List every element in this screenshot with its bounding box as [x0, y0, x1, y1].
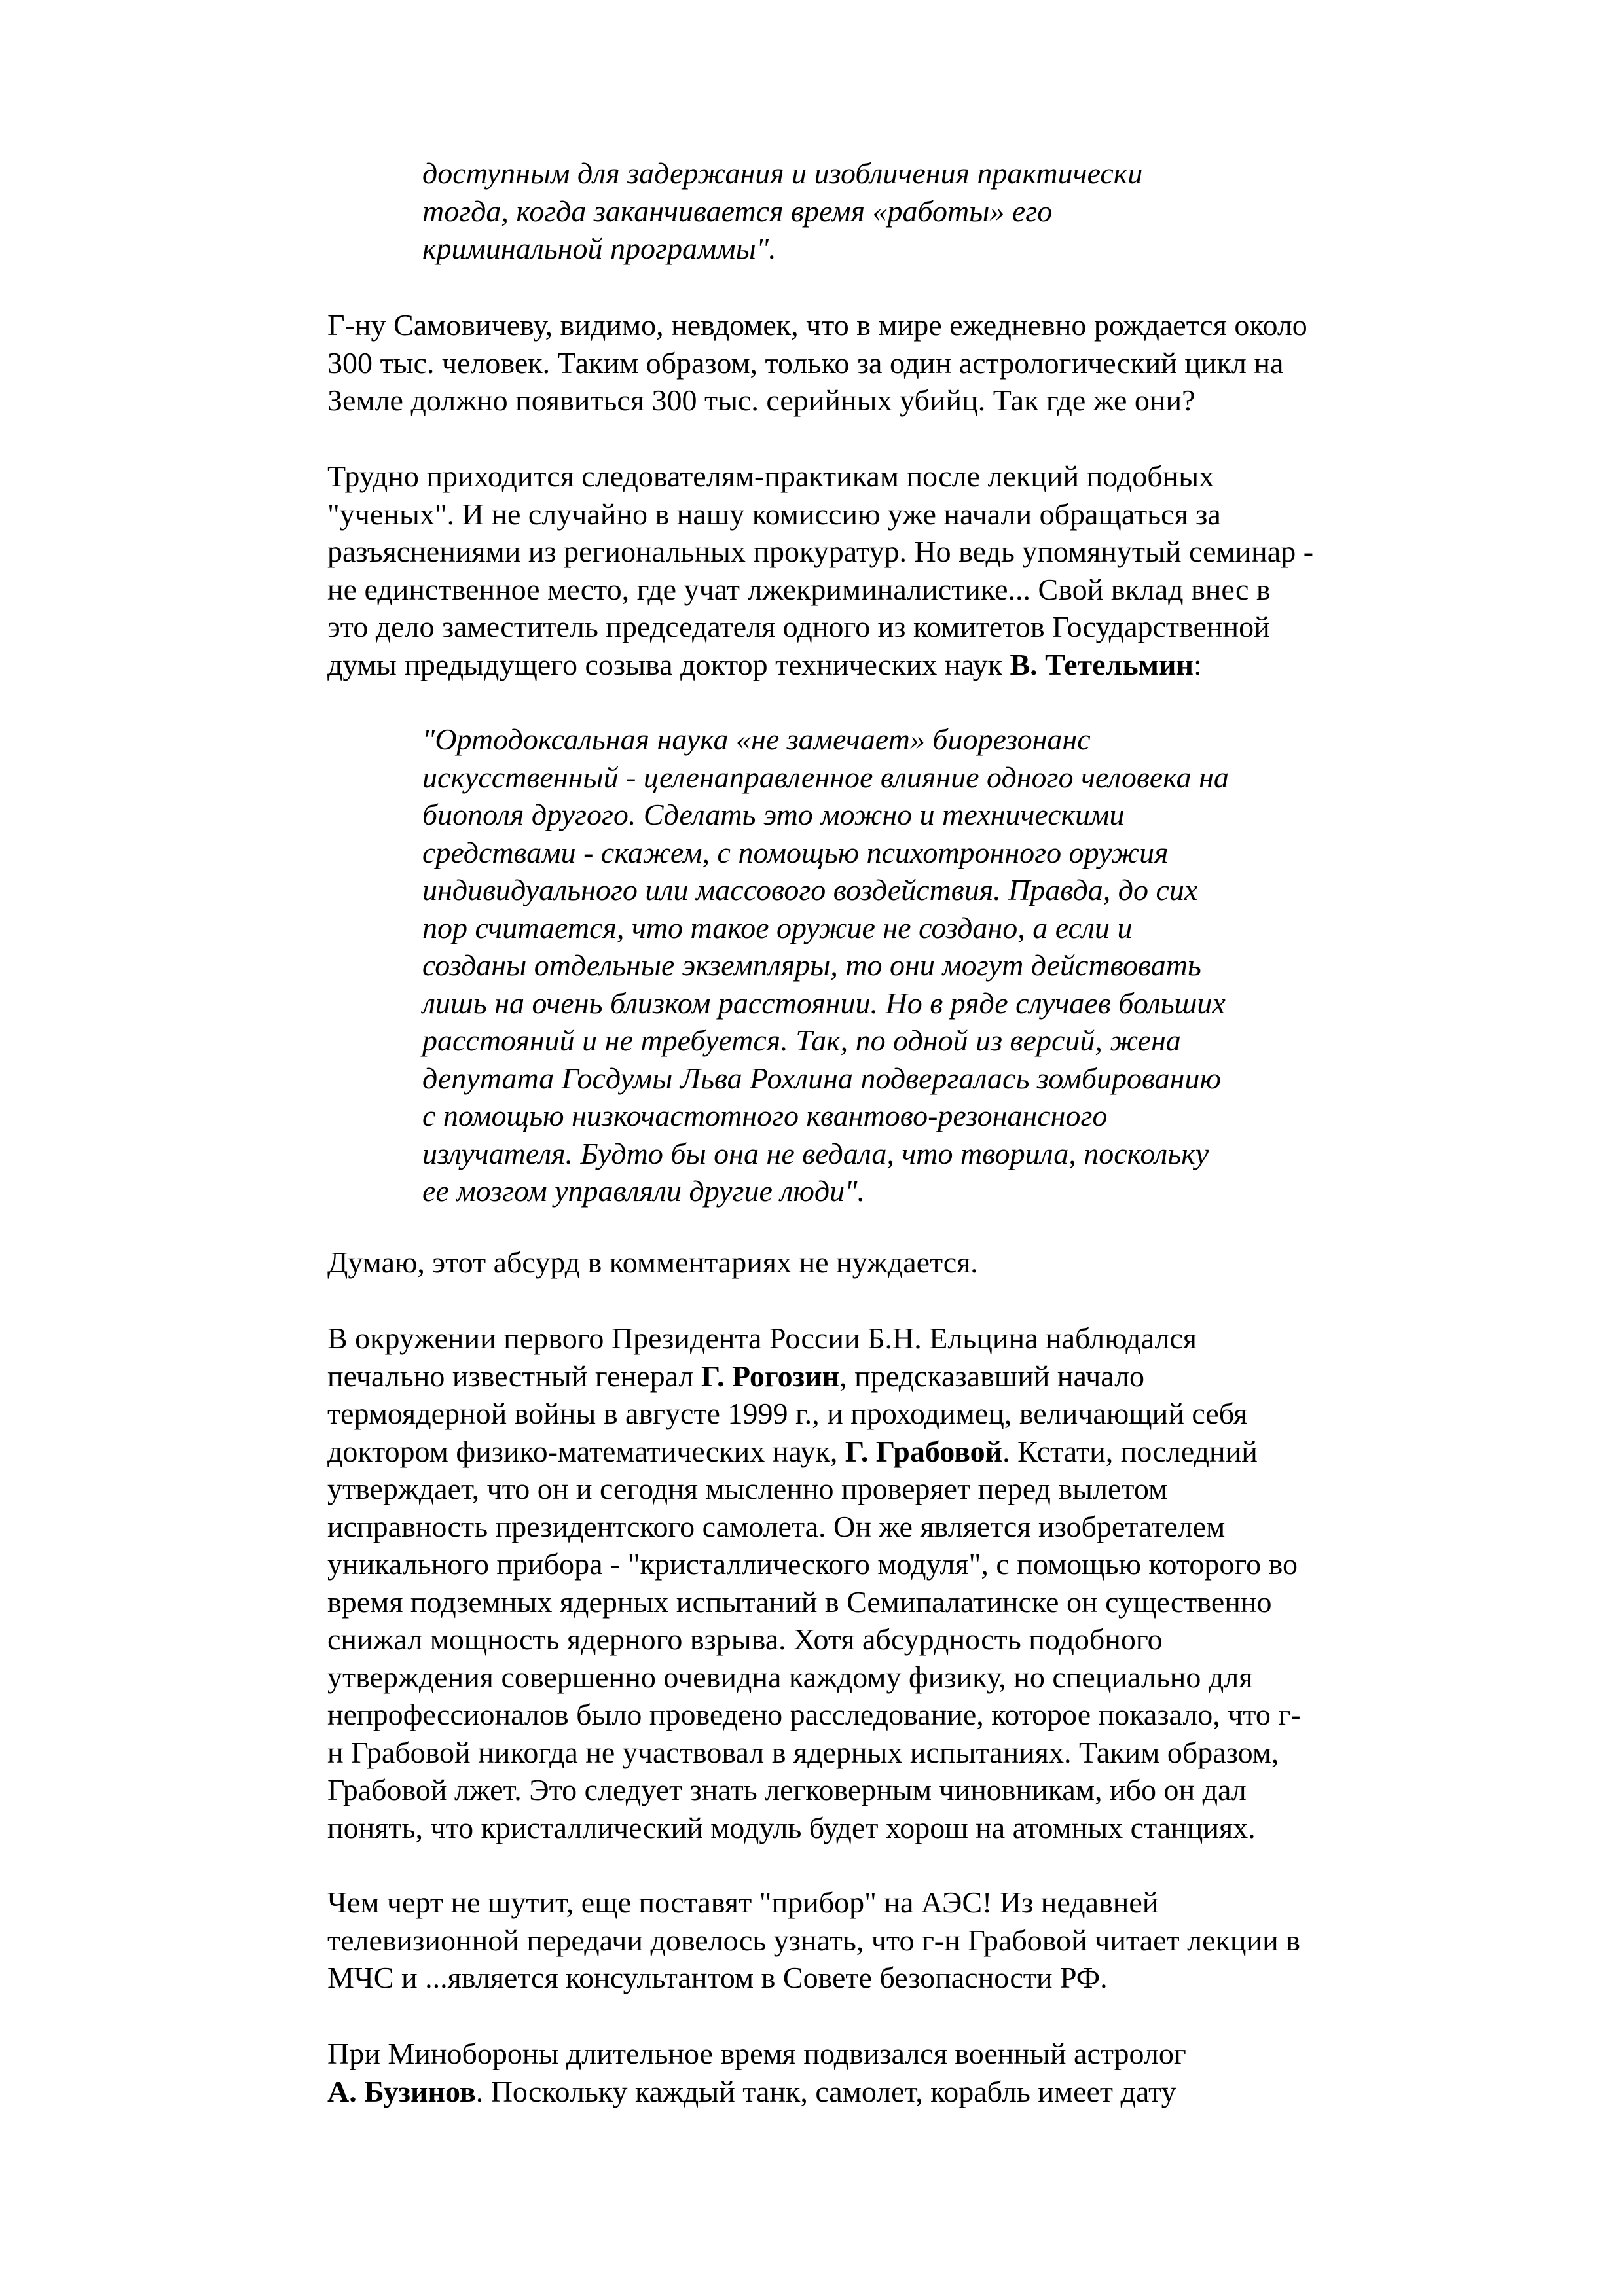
quote-line: биополя другого. Сделать это можно и техническими	[422, 798, 1125, 831]
text-fragment: думы предыдущего созыва доктор технических наук	[327, 647, 1010, 681]
quote-line: созданы отдельные экземпляры, то они могут действовать	[422, 948, 1201, 982]
text-line: Земле должно появиться 300 тыс. серийных убийц. Так где же они?	[327, 384, 1195, 417]
text-line: "ученых". И не случайно в нашу комиссию уже начали обращаться за	[327, 497, 1221, 531]
quote-line: искусственный - целенаправленное влияние одного человека на	[422, 760, 1229, 794]
text-line: МЧС и ...является консультантом в Совете безопасности РФ.	[327, 1961, 1108, 1994]
text-line: Г-ну Самовичеву, видимо, невдомек, что в мире ежедневно рождается около	[327, 308, 1307, 342]
text-line	[327, 1357, 1453, 1395]
text-line: телевизионной передачи довелось узнать, что г-н Грабовой читает лекции в	[327, 1923, 1300, 1957]
quote-continuation	[422, 154, 1391, 268]
quote-line: доступным для задержания и изобличения практически	[422, 156, 1143, 190]
quote-line: ее мозгом управляли другие люди".	[422, 1174, 865, 1208]
person-name: Г. Грабовой	[845, 1434, 1003, 1468]
person-name: А. Бузинов	[327, 2074, 476, 2108]
person-name: Г. Рогозин	[701, 1359, 840, 1393]
text-line: разъяснениями из региональных прокуратур. Но ведь упомянутый семинар -	[327, 535, 1314, 568]
quote-line: с помощью низкочастотного квантово-резонансного	[422, 1099, 1108, 1132]
quote-line: тогда, когда заканчивается время «работы» его	[422, 194, 1053, 228]
text-fragment: печально известный генерал	[327, 1359, 701, 1393]
paragraph-yeltsin	[327, 1319, 1453, 1846]
text-fragment: . Кстати, последний	[1002, 1434, 1258, 1468]
paragraph-buzinov	[327, 2035, 1453, 2110]
text-line: уникального прибора - "кристаллического модуля", с помощью которого во	[327, 1547, 1298, 1581]
text-line: Трудно приходится следователям-практикам после лекций подобных	[327, 459, 1214, 493]
quote-line: излучателя. Будто бы она не ведала, что творила, поскольку	[422, 1136, 1209, 1170]
quote-line: криминальной программы".	[422, 232, 776, 265]
quote-line: депутата Госдумы Льва Рохлина подвергалась зомбированию	[422, 1061, 1221, 1095]
text-fragment: доктором физико-математических наук,	[327, 1434, 845, 1468]
text-line	[327, 2073, 1453, 2111]
text-fragment: . Поскольку каждый танк, самолет, корабль имеет дату	[475, 2074, 1176, 2108]
text-line: исправность президентского самолета. Он же является изобретателем	[327, 1509, 1226, 1543]
paragraph-samovichev	[327, 306, 1453, 420]
text-line: не единственное место, где учат лжекриминалистике... Свой вклад внес в	[327, 572, 1271, 606]
text-line: н Грабовой никогда не участвовал в ядерных испытаниях. Таким образом,	[327, 1735, 1279, 1769]
text-line: понять, что кристаллический модуль будет хорош на атомных станциях.	[327, 1810, 1256, 1844]
quote-tetelmin	[422, 721, 1391, 1210]
text-fragment: , предсказавший начало	[839, 1359, 1145, 1393]
paragraph-investigators	[327, 457, 1453, 683]
text-line: снижал мощность ядерного взрыва. Хотя абсурдность подобного	[327, 1623, 1163, 1656]
paragraph-absurd	[327, 1244, 1453, 1282]
text-line: время подземных ядерных испытаний в Семипалатинске он существенно	[327, 1585, 1272, 1619]
text-line: Думаю, этот абсурд в комментариях не нуждается.	[327, 1246, 978, 1279]
text-line: непрофессионалов было проведено расследование, которое показало, что г-	[327, 1698, 1301, 1731]
quote-line: лишь на очень близком расстоянии. Но в ряде случаев больших	[422, 986, 1226, 1020]
quote-line: "Ортодоксальная наука «не замечает» биорезонанс	[422, 723, 1091, 756]
text-line: утверждения совершенно очевидна каждому физику, но специально для	[327, 1660, 1253, 1694]
text-line: утверждает, что он и сегодня мысленно проверяет перед вылетом	[327, 1472, 1168, 1505]
paragraph-device	[327, 1884, 1453, 1997]
text-line: Грабовой лжет. Это следует знать легковерным чиновникам, ибо он дал	[327, 1773, 1247, 1806]
text-line	[327, 646, 1453, 684]
quote-line: средствами - скажем, с помощью психотронного оружия	[422, 835, 1169, 869]
text-line: В окружении первого Президента России Б.Н. Ельцина наблюдался	[327, 1321, 1197, 1355]
quote-line: расстояний и не требуется. Так, по одной из версий, жена	[422, 1024, 1181, 1057]
quote-line: индивидуального или массового воздействия. Правда, до сих	[422, 873, 1198, 906]
text-line: 300 тыс. человек. Таким образом, только за один астрологический цикл на	[327, 346, 1284, 380]
text-fragment: :	[1193, 647, 1202, 681]
person-name: В. Тетельмин	[1010, 647, 1194, 681]
text-line: При Минобороны длительное время подвизался военный астролог	[327, 2037, 1186, 2070]
text-line: это дело заместитель председателя одного из комитетов Государственной	[327, 610, 1270, 643]
text-line: термоядерной войны в августе 1999 г., и проходимец, величающий себя	[327, 1397, 1248, 1430]
quote-line: пор считается, что такое оружие не создано, а если и	[422, 910, 1133, 944]
text-line: Чем черт не шутит, еще поставят "прибор" на АЭС! Из недавней	[327, 1886, 1159, 1919]
text-line	[327, 1433, 1453, 1471]
